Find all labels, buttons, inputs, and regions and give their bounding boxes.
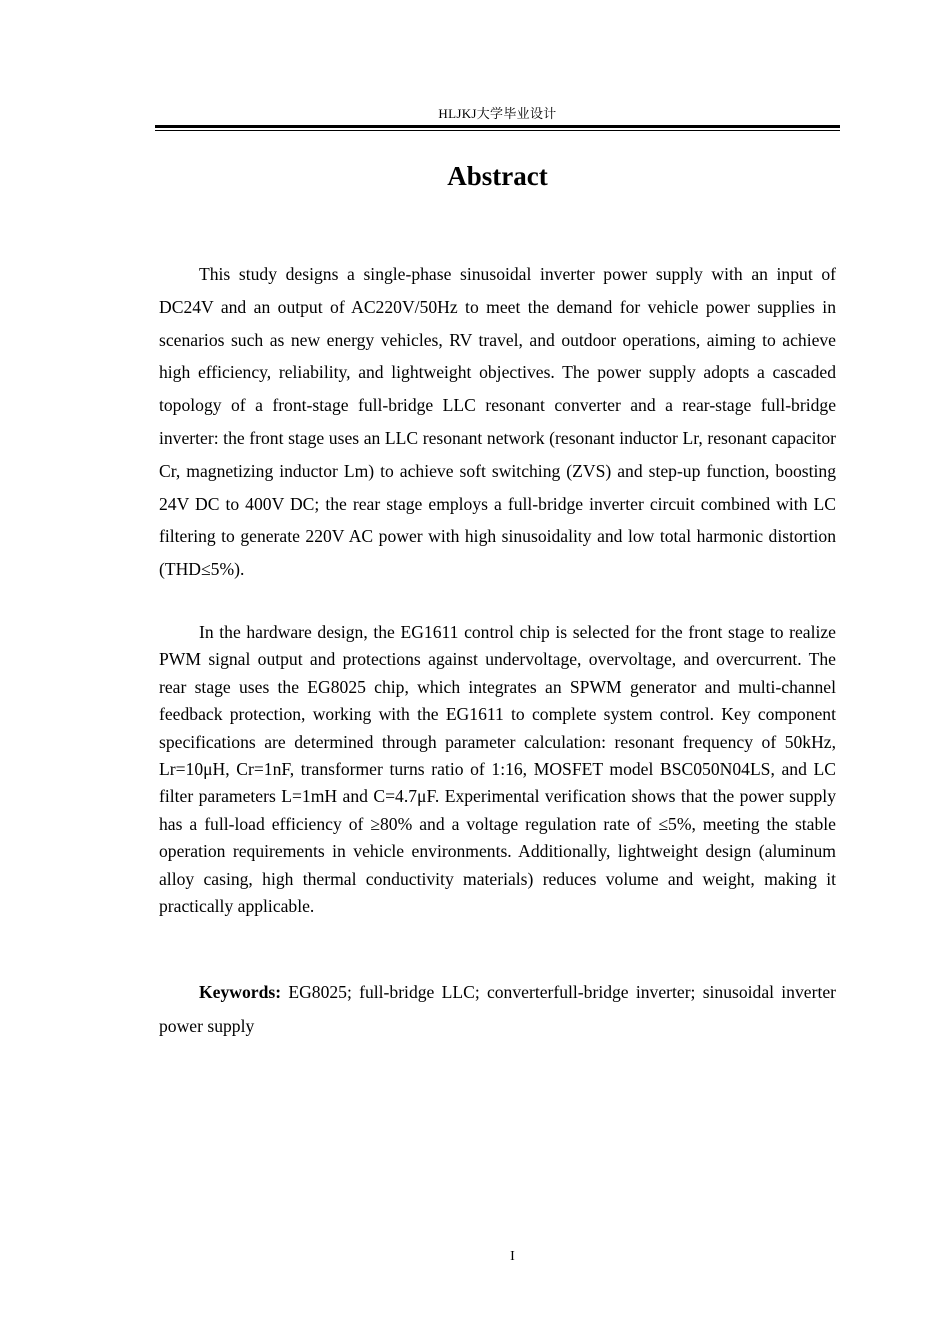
header-rule-thick (155, 125, 840, 128)
keywords-text: EG8025; full-bridge LLC; converterfull-bridge inverter; sinusoidal inverter power supply (159, 982, 836, 1036)
header-rule-thin (155, 130, 840, 131)
abstract-paragraph-2: In the hardware design, the EG1611 control chip is selected for the front stage to realize PWM signal output and protections against undervoltage, overvoltage, and overcurrent. The rear stage uses the EG8025 chip, which integrates an SPWM generator and multi-channel feedback protection, working with the EG1611 to complete system control. Key component specifications are determined through parameter calculation: resonant frequency of 50kHz, Lr=10μH, Cr=1nF, transformer turns ratio of 1:16, MOSFET model BSC050N04LS, and LC filter parameters L=1mH and C=4.7μF. Experimental verification shows that the power supply has a full-load efficiency of ≥80% and a voltage regulation rate of ≤5%, meeting the stable operation requirements in vehicle environments. Additionally, lightweight design (aluminum alloy casing, high thermal conductivity materials) reduces volume and weight, making it practically applicable. (159, 622, 836, 917)
abstract-paragraph-1: This study designs a single-phase sinusoidal inverter power supply with an input of DC24V and an output of AC220V/50Hz to meet the demand for vehicle power supplies in scenarios such as new energy vehicles, RV travel, and outdoor operations, aiming to achieve high efficiency, reliability, and lightweight objectives. The power supply adopts a cascaded topology of a front-stage full-bridge LLC resonant converter and a rear-stage full-bridge inverter: the front stage uses an LLC resonant network (resonant inductor Lr, resonant capacitor Cr, magnetizing inductor Lm) to achieve soft switching (ZVS) and step-up function, boosting 24V DC to 400V DC; the rear stage employs a full-bridge inverter circuit combined with LC filtering to generate 220V AC power with high sinusoidality and low total harmonic distortion (THD≤5%). (159, 264, 836, 580)
page-number: I (510, 1249, 515, 1264)
keywords-line (159, 975, 836, 1043)
keywords-label: Keywords: (199, 982, 282, 1002)
running-header: HLJKJ大学毕业设计 (438, 106, 557, 121)
page-title: Abstract (447, 161, 548, 191)
